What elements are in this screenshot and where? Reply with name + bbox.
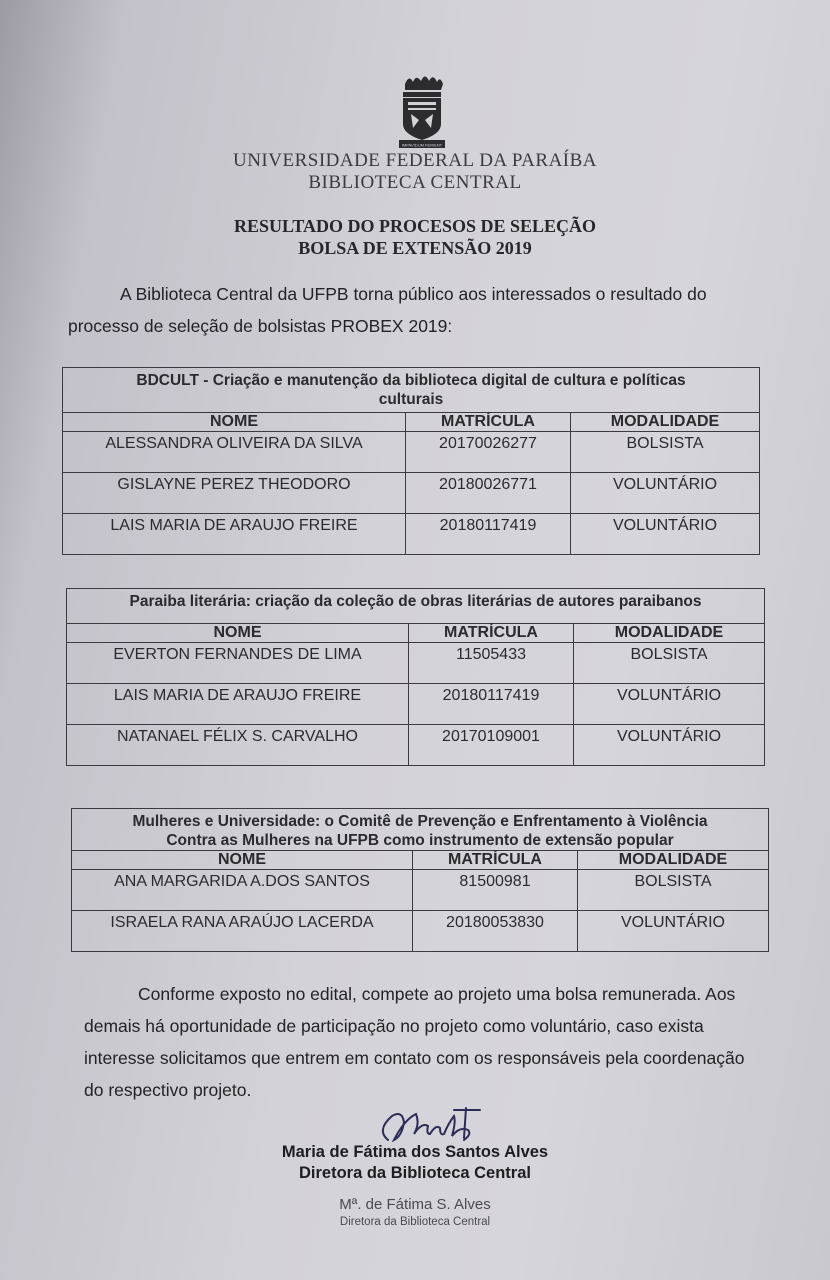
cell-nome: LAIS MARIA DE ARAUJO FREIRE — [67, 684, 409, 725]
selection-table-mulheres-universidade — [71, 808, 769, 952]
document-title-line1: RESULTADO DO PROCESOS DE SELEÇÃO — [233, 216, 597, 236]
intro-paragraph-line2: processo de seleção de bolsistas PROBEX 2019: — [68, 316, 453, 336]
cell-modalidade: BOLSISTA — [574, 643, 765, 684]
university-coat-of-arms-icon — [393, 70, 451, 150]
university-name: UNIVERSIDADE FEDERAL DA PARAÍBA — [232, 150, 598, 171]
table-caption-line1: Mulheres e Universidade: o Comitê de Prevenção e Enfrentamento à Violência — [132, 813, 708, 830]
stamp-role: Diretora da Biblioteca Central — [339, 1216, 491, 1228]
cell-matricula: 20170109001 — [409, 725, 574, 766]
table-row — [63, 432, 760, 473]
table-caption — [63, 368, 760, 413]
cell-modalidade: VOLUNTÁRIO — [574, 684, 765, 725]
table-row — [67, 725, 765, 766]
table-row — [67, 643, 765, 684]
signatory-role: Diretora da Biblioteca Central — [299, 1164, 531, 1182]
table-row — [72, 911, 769, 952]
cell-modalidade: VOLUNTÁRIO — [571, 473, 760, 514]
cell-modalidade: BOLSISTA — [578, 870, 769, 911]
column-header-modalidade: MODALIDADE — [578, 851, 769, 870]
cell-nome: LAIS MARIA DE ARAUJO FREIRE — [63, 514, 406, 555]
table-row — [63, 473, 760, 514]
table-row — [63, 514, 760, 555]
table-row — [72, 870, 769, 911]
cell-nome: EVERTON FERNANDES DE LIMA — [67, 643, 409, 684]
column-header-nome: NOME — [72, 851, 413, 870]
cell-matricula: 20180117419 — [406, 514, 571, 555]
cell-matricula: 20180026771 — [406, 473, 571, 514]
column-header-matricula: MATRÍCULA — [413, 851, 578, 870]
column-header-nome: NOME — [63, 413, 406, 432]
cell-matricula: 20180053830 — [413, 911, 578, 952]
table-caption-line1: Paraiba literária: criação da coleção de obras literárias de autores paraibanos — [129, 593, 702, 610]
column-header-nome: NOME — [67, 624, 409, 643]
column-header-matricula: MATRÍCULA — [406, 413, 571, 432]
stamp-name: Mª. de Fátima S. Alves — [339, 1196, 491, 1213]
cell-nome: GISLAYNE PEREZ THEODORO — [63, 473, 406, 514]
table-caption-line2: Contra as Mulheres na UFPB como instrumento de extensão popular — [166, 832, 674, 849]
table-row — [67, 684, 765, 725]
column-header-modalidade: MODALIDADE — [574, 624, 765, 643]
table-caption-line1: BDCULT - Criação e manutenção da biblioteca digital de cultura e políticas — [136, 372, 686, 389]
cell-nome: ISRAELA RANA ARAÚJO LACERDA — [72, 911, 413, 952]
signatory-name: Maria de Fátima dos Santos Alves — [281, 1143, 549, 1161]
document-title-line2: BOLSA DE EXTENSÃO 2019 — [298, 238, 532, 258]
logo-motto: IMPAVIDUM FERIENT — [401, 142, 443, 148]
cell-matricula: 20180117419 — [409, 684, 574, 725]
selection-table-paraiba-literaria — [66, 588, 765, 766]
cell-matricula: 11505433 — [409, 643, 574, 684]
column-header-modalidade: MODALIDADE — [571, 413, 760, 432]
table-caption-line2: culturais — [378, 391, 444, 408]
cell-matricula: 20170026277 — [406, 432, 571, 473]
selection-table-bdcult — [62, 367, 760, 555]
table-caption — [72, 809, 769, 851]
cell-modalidade: BOLSISTA — [571, 432, 760, 473]
closing-paragraph-line2: demais há oportunidade de participação no projeto como voluntário, caso exista — [84, 1016, 704, 1036]
intro-paragraph-line1: A Biblioteca Central da UFPB torna público aos interessados o resultado do — [120, 284, 707, 304]
cell-modalidade: VOLUNTÁRIO — [578, 911, 769, 952]
closing-paragraph-line1: Conforme exposto no edital, compete ao projeto uma bolsa remunerada. Aos — [138, 984, 736, 1004]
cell-matricula: 81500981 — [413, 870, 578, 911]
library-name: BIBLIOTECA CENTRAL — [308, 172, 522, 193]
closing-paragraph-line4: do respectivo projeto. — [84, 1080, 252, 1100]
cell-nome: ALESSANDRA OLIVEIRA DA SILVA — [63, 432, 406, 473]
column-header-matricula: MATRÍCULA — [409, 624, 574, 643]
cell-nome: ANA MARGARIDA A.DOS SANTOS — [72, 870, 413, 911]
closing-paragraph-line3: interesse solicitamos que entrem em contato com os responsáveis pela coordenação — [84, 1048, 745, 1068]
cell-nome: NATANAEL FÉLIX S. CARVALHO — [67, 725, 409, 766]
cell-modalidade: VOLUNTÁRIO — [574, 725, 765, 766]
table-caption — [67, 589, 765, 624]
cell-modalidade: VOLUNTÁRIO — [571, 514, 760, 555]
